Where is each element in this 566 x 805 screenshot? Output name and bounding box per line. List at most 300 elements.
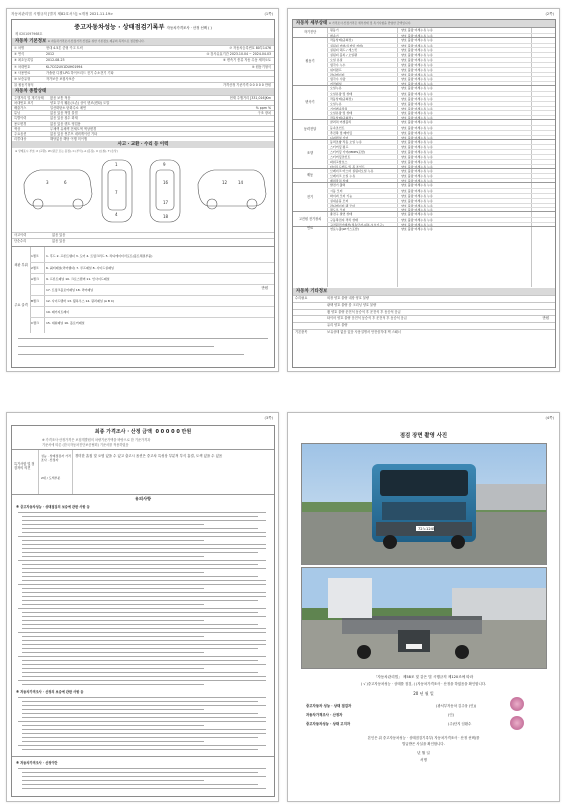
- row-label: ⑤ 최초등록일: [14, 58, 34, 63]
- svg-text:6: 6: [64, 180, 67, 185]
- notice-section-1: ※ 중고자동차성능 · 상태점검의 보증에 관한 사항 등: [16, 505, 90, 509]
- row-value: 광택 양호 불량 룸 크리닝 양호 불량: [327, 302, 377, 307]
- fine-print-line: [22, 737, 258, 738]
- fine-print-line: [22, 532, 266, 533]
- form-title: 중고자동차성능 · 상태점검기록부 자동차가격조사 · 산정 선택 ( ): [74, 24, 212, 31]
- fine-print-line: [22, 733, 266, 734]
- fine-print-line: [22, 540, 204, 541]
- fine-print-line: [22, 548, 266, 549]
- detail-item-options: 양호 불량 미세누유 누유: [401, 155, 433, 160]
- detail-item-label: 실린더 블록 / 오일팬: [330, 53, 358, 58]
- detail-item-options: 양호 불량 미세누유 누유: [401, 86, 433, 91]
- detail-item-label: 타이로드엔드 및 볼 조인트: [330, 164, 365, 169]
- detail-item-options: 양호 불량 미세누유 누유: [401, 189, 433, 194]
- row-value: 양호 부식 훼손(오손) 상이 변조(변타) 도말: [50, 101, 110, 106]
- detail-item-label: 와이퍼 모터 기능: [330, 193, 353, 198]
- row-value: 없음 있음 렌트 영업용: [50, 121, 81, 126]
- fine-print-line: [18, 745, 266, 746]
- detail-item-label: 구동축전지 격리 상태: [330, 218, 358, 223]
- row-label: 주행거리 및 계기상태: [14, 96, 44, 100]
- page-number: (4쪽): [545, 416, 554, 420]
- detail-item-label: 스티어링 펌프: [330, 145, 349, 150]
- svg-text:7: 7: [115, 190, 118, 195]
- detail-group: [293, 226, 555, 232]
- exchange-row: [30, 317, 274, 329]
- detail-item-label: 원동기: [330, 28, 339, 32]
- notifier-name: (주)단지 임환수: [448, 722, 472, 726]
- detail-item-label: 오일유량 및 상태: [330, 92, 353, 97]
- detail-item-label: 충전구 절연 상태: [330, 212, 353, 217]
- inspection-photo-front: [301, 443, 547, 565]
- page-2: [287, 8, 560, 372]
- fine-print-line: [22, 725, 204, 726]
- fine-print-line: [18, 560, 266, 561]
- notice-section-3: ※ 자동차가격조사 · 산정이란: [16, 761, 58, 765]
- svg-text:12: 12: [222, 180, 228, 185]
- fine-print-line: [22, 592, 266, 593]
- fine-print-line: [22, 636, 204, 637]
- license-plate: 72노1245: [418, 527, 436, 531]
- rank-label: C랭크: [31, 321, 39, 325]
- vehicle-diagram: [16, 154, 270, 230]
- row-value: 가솔린 디젤 LPG 하이브리드 전기 수소전기 기타: [46, 70, 114, 75]
- page-number: (2쪽): [545, 12, 554, 16]
- detail-item-label: 커먼레일: [330, 82, 342, 87]
- row-value: 2012: [46, 52, 55, 57]
- group-name: 자기진단: [303, 30, 317, 35]
- detail-item-label: 스티어링조인트: [330, 155, 351, 160]
- page-1: [6, 8, 279, 372]
- group-name: 제동: [306, 173, 314, 178]
- detail-item-row: [327, 227, 555, 232]
- row-label: 특별이력: [14, 116, 27, 121]
- detail-item-label: 파워고압호스: [330, 159, 348, 164]
- detail-item-options: 양호 불량 미세누유 누유: [401, 96, 433, 101]
- row-value: 자가보증 보험사보증: [46, 77, 75, 81]
- group-name: 원동기: [305, 59, 315, 64]
- detail-item-options: 양호 불량 미세누유 누유: [401, 193, 433, 198]
- fine-print-line: [18, 680, 266, 681]
- notifier-label: 중고자동차성능 · 상태 고지자: [306, 722, 351, 726]
- detail-item-options: 양호 불량 미세누유 누유: [401, 198, 433, 203]
- detail-item-label: 오일 유질: [330, 58, 343, 63]
- inspector-label: 중고자동차 성능 · 상태 점검자: [306, 704, 352, 708]
- row-label: ⑪ 원동기형식: [14, 83, 34, 88]
- final-price-title: 최종 가격조사 · 산정 금액 0 0 0 0 0 만원: [94, 429, 192, 435]
- fine-print-line: [18, 632, 266, 633]
- fine-print-line: [22, 516, 258, 517]
- row-value: 타이어 양호 불량 운전석 동승석 후 운전석 후 동승석 응급: [327, 316, 407, 321]
- detail-item-options: 양호 불량 미세누유 누유: [401, 159, 433, 164]
- detail-item-options: 양호 불량 미세누유 누유: [401, 101, 433, 106]
- detail-item-options: 양호 불량 미세누유 누유: [401, 37, 433, 42]
- detail-item-label: 작동상태(공회전): [330, 96, 353, 101]
- fine-print-line: [22, 612, 258, 613]
- fine-print-line: [22, 668, 204, 669]
- statement-line-2: ( √ )중고자동차성능 · 상태를 점검, ( )자동차가격조사 · 산정을 하였음을 확인합니다.: [360, 682, 487, 686]
- form-frame: [11, 425, 275, 797]
- row-label: 기본품목: [295, 330, 308, 334]
- detail-item-label: 냉각수 수량: [330, 77, 346, 82]
- rank-label: 1랭크: [31, 254, 39, 258]
- notifier-seal: [510, 716, 524, 730]
- price-unit: 만원: [542, 316, 549, 320]
- fine-print-line: [22, 528, 258, 529]
- detail-item-options: 양호 불량 미세누유 누유: [401, 116, 433, 121]
- detail-item-options: 양호 불량 미세누유 누유: [401, 125, 433, 130]
- detail-item-label: 냉각수 누수: [330, 62, 346, 67]
- fine-print-line: [22, 564, 258, 565]
- price-note: ※ 가격조사·산정가격은 보험개발원의 차량기준가액을 바탕으로 한 기준가격과: [42, 438, 151, 442]
- row-value: 없음 있음 침수 화재: [50, 116, 78, 121]
- row-label: 사고이력: [14, 233, 27, 237]
- detail-item-options: 양호 불량 미세누유 누유: [401, 135, 433, 140]
- fine-print-line: [22, 624, 258, 625]
- row-label: 차대번호 표기: [14, 101, 34, 106]
- detail-item-label: 변속기: [330, 33, 339, 38]
- fine-print-line: [22, 600, 258, 601]
- detail-item-options: 양호 불량 미세누유 누유: [401, 174, 433, 179]
- svg-text:17: 17: [163, 200, 169, 205]
- row-label: ① 차명: [14, 46, 25, 50]
- row-value: 많음 보통 적음: [50, 96, 71, 100]
- fine-print-line: [22, 616, 266, 617]
- row-label: ⑦ 차대번호: [14, 64, 31, 69]
- fine-print-line: [22, 644, 266, 645]
- detail-item-options: 양호 불량 미세누유 누유: [401, 168, 433, 173]
- form-row: [12, 238, 274, 245]
- page-3: [6, 412, 279, 802]
- section-detail-status: 자동차 세부상태 ※ 가격조사·산정가격은 세부상태 및 특기사항을 반영한 금액입니다.: [293, 20, 555, 27]
- detail-item-options: 양호 불량 미세누유 누유: [401, 58, 433, 63]
- row-extra: ② 자동차등록번호 80부1476: [229, 46, 271, 50]
- notice-divider: [12, 756, 274, 757]
- fine-print-line: [22, 640, 266, 641]
- fine-print-line: [18, 721, 266, 722]
- fine-print-line: [22, 572, 204, 573]
- special-notes-text-2: 2대 / 도색부분: [41, 476, 61, 480]
- fine-print-line: [18, 656, 266, 657]
- truck-front-photo: [302, 444, 546, 564]
- fine-print-line: [22, 520, 266, 521]
- row-label: ⑩ 보증유형: [14, 77, 31, 81]
- row-value: 2012-08-23: [46, 58, 65, 63]
- group-name: 전기: [306, 194, 314, 199]
- fine-print-line: [22, 705, 266, 706]
- row-label: ⑨ 사용연료: [14, 70, 31, 75]
- form-frame: [11, 19, 275, 368]
- detail-item-label: 등속조인트: [330, 125, 345, 130]
- detail-item-label: 라디에이터: [330, 72, 345, 77]
- svg-text:16: 16: [163, 180, 169, 185]
- detail-item-options: 양호 불량 미세누유 누유: [401, 130, 433, 135]
- row-value: 무채색 유채색 전체도색 색상변경: [50, 126, 97, 131]
- fine-print-line: [22, 776, 266, 777]
- fine-print-line: [22, 576, 258, 577]
- svg-text:18: 18: [163, 214, 169, 219]
- row-value: 없음 있음 적법 불법: [50, 111, 78, 116]
- group-name: 연료: [306, 226, 314, 231]
- rank-items: 1. 후드 2. 프론트휀더 3. 도어 4. 트렁크리드 5. 라디에이터서포트(볼트체결부품): [46, 254, 153, 258]
- fine-print-line: [18, 584, 266, 585]
- fine-print-line: [22, 672, 258, 673]
- rank-items: 12. 사이드멤버 13. 휠하우스 14. 필러패널 (A B C): [46, 299, 115, 303]
- row-label: ③ 연식: [14, 52, 25, 57]
- detail-group: [293, 119, 555, 139]
- detail-item-options: 양호 불량 미세누유 누유: [401, 222, 433, 227]
- detail-item-options: 양호 불량 미세누유 누유: [401, 82, 433, 87]
- footer-rule: [18, 354, 244, 355]
- fine-print-line: [22, 713, 258, 714]
- detail-item-options: 양호 불량 미세누유 누유: [401, 145, 433, 150]
- row-extra: ⑥ 변속기 종류 자동 수동 세미오토: [223, 58, 271, 63]
- rank-items: 9. 프론트패널 10. 크로스멤버 11. 인사이드패널: [46, 277, 110, 281]
- page-4: [287, 412, 560, 802]
- row-extra: 가격산정 기준가격 0 0 0 0 0 만원: [222, 83, 271, 88]
- row-value: 현대 4.5톤 중형 카고 트럭: [46, 46, 83, 50]
- fine-print-line: [22, 628, 266, 629]
- svg-text:9: 9: [163, 162, 166, 167]
- detail-item-options: 양호 불량 미세누유 누유: [401, 106, 433, 111]
- divider: [72, 450, 73, 494]
- section-basic-info: 자동차 기본정보 ※ 자동차가격조사·산정가격 산정을 위한 기본정보 제공의 목적으로 점검합니다.: [12, 38, 274, 45]
- fine-print-line: [22, 717, 266, 718]
- row-label: 배출가스: [14, 106, 27, 111]
- section-overall-status: 자동차 종합상태: [12, 88, 274, 95]
- receipt-line-2: 발급받은 사실을 확인합니다.: [402, 742, 445, 746]
- price-note-2: 기준서에 따른 (한국자동차진단보증협회) 기준서를 적용하였음: [42, 443, 129, 447]
- row-label: 단순수리: [14, 239, 27, 243]
- exchange-rank-table: [12, 246, 274, 333]
- notice-title: 유의사항: [134, 496, 152, 501]
- notice-section-2: ※ 자동차가격조사 · 산정의 보증에 관한 사항 등: [16, 690, 84, 694]
- fine-print-line: [22, 788, 266, 789]
- page-number: (3쪽): [264, 416, 273, 420]
- detail-item-options: 양호 불량 미세누유 누유: [401, 226, 433, 231]
- detail-group: [293, 211, 555, 227]
- fine-print-line: [22, 620, 204, 621]
- fine-print-line: [22, 588, 204, 589]
- fine-print-line: [22, 784, 258, 785]
- fine-print-line: [22, 741, 204, 742]
- row-label: 튜닝: [14, 111, 21, 116]
- receipt-date: 년 월 일: [417, 751, 430, 755]
- fine-print-line: [18, 768, 266, 769]
- fine-print-line: [22, 676, 266, 677]
- footer-rule: [18, 338, 268, 339]
- page-number: (1쪽): [264, 12, 273, 16]
- row-label: 리콜대상: [14, 136, 27, 141]
- section-accident-history: 사고 · 교환 · 수리 등 이력: [12, 141, 274, 148]
- row-label: 색상: [14, 126, 21, 131]
- fine-print-line: [22, 552, 258, 553]
- detail-item-options: 양호 불량 미세누유 누유: [401, 218, 433, 223]
- special-notes-text: 경미한 흠집 및 오염 있을 수 있고 출고시 옵션은 중고차 특성상 부분적 부식 흠결, 도색 있을 수 있음: [75, 454, 223, 458]
- detail-item-options: 양호 불량 미세누유 누유: [401, 72, 433, 77]
- form-row: [293, 329, 555, 337]
- detail-item-options: 양호 불량 미세누유 누유: [401, 150, 433, 155]
- fine-print-line: [22, 729, 266, 730]
- fine-print-line: [18, 536, 266, 537]
- fine-print-line: [18, 697, 266, 698]
- detail-item-label: 워터펌프: [330, 67, 342, 72]
- fine-print-line: [22, 648, 258, 649]
- detail-item-options: 양호 불량 미세누유 누유: [401, 212, 433, 217]
- fine-print-line: [22, 596, 266, 597]
- inspection-photo-rear: [301, 567, 547, 669]
- detail-item-label: 작동상태(공회전): [330, 116, 353, 121]
- detail-item-options: 양호 불량 미세누유 누유: [401, 139, 433, 144]
- row-value: 휠 양호 불량 운전석 동승석 후 운전석 후 동승석 응급: [327, 309, 401, 314]
- svg-text:4: 4: [115, 212, 118, 217]
- divider: [38, 450, 39, 494]
- statement-line-1: 「자동차관리법」 제58조 및 같은 법 시행규칙 제120조에 따라: [373, 675, 474, 679]
- detail-group: [293, 37, 555, 87]
- detail-item-label: 라디에이터 팬 모터: [330, 203, 356, 208]
- fine-print-line: [22, 772, 258, 773]
- row-value: 없음 있음 썬루프 네비게이션 기타: [50, 131, 98, 136]
- group-name: 고전원 전기장치: [298, 216, 322, 221]
- pricer-label: 자동차가격조사 · 산정자: [306, 713, 343, 717]
- detail-item-label: 고전원전기배선(접속단자,피복,보호기구): [330, 222, 384, 227]
- detail-item-options: 양호 불량 미세누유 누유: [401, 48, 433, 53]
- fine-print-line: [22, 580, 266, 581]
- rank-label: B랭크: [31, 299, 39, 303]
- detail-item-label: 연료누출(LP가스포함): [330, 226, 360, 231]
- detail-item-label: 발전기 출력: [330, 183, 346, 188]
- group-name: 동력전달: [303, 127, 317, 132]
- detail-item-label: 오일누유: [330, 86, 342, 91]
- fine-print-line: [22, 780, 204, 781]
- exchange-row: [30, 251, 274, 262]
- rank-items: 6. 쿼터패널(리어휀더) 7. 루프패널 8. 사이드실패널: [46, 266, 114, 270]
- fine-print-line: [22, 524, 204, 525]
- fine-print-line: [22, 749, 258, 750]
- accident-legend: ※ 상태표시 부호: X (교환), W (판금 또는 용접), C (부식), A (흠집), U (요철), T (손상): [15, 149, 118, 153]
- inspector-name: (광서부자동차 김주웅 (인)): [436, 704, 477, 708]
- detail-item-label: 시동 모터: [330, 189, 343, 194]
- row-value: 외장 양호 불량 내장 양호 불량: [327, 296, 370, 300]
- rank-label: A랭크: [31, 277, 39, 281]
- row-value: KL7CG2UV1DUH01994: [46, 64, 83, 69]
- row-value: 보유상태 없음 있음 사용설명서 안전삼각대 잭 스패너: [327, 330, 401, 334]
- detail-item-label: 클러치 어셈블리: [330, 120, 352, 125]
- fine-print-line: [18, 608, 266, 609]
- detail-item-label: 오일유량 및 상태: [330, 111, 353, 116]
- detail-item-options: 양호 불량 미세누유 누유: [401, 28, 433, 32]
- detail-item-label: 실내송풍 모터: [330, 198, 349, 203]
- fine-print-line: [18, 512, 266, 513]
- row-label: 용도변경: [14, 121, 27, 126]
- section-etc-info: 자동차 기타정보: [293, 288, 555, 295]
- statement-date: 20 년 월 일: [413, 691, 434, 696]
- detail-item-options: 양호 불량 미세누유 누유: [401, 33, 433, 38]
- detail-item-label: 오일누유: [330, 101, 342, 106]
- detail-item-options: 양호 불량 미세누유 누유: [401, 164, 433, 169]
- row-extra: ④ 검사유효기간 2023.10.04 ~ 2024.04.03: [206, 52, 271, 57]
- rank-label: 2랭크: [31, 266, 39, 270]
- row-extra: ⑧ 원동기형식: [251, 64, 271, 69]
- detail-group: [293, 182, 555, 212]
- detail-group: [293, 85, 555, 120]
- svg-text:3: 3: [46, 180, 49, 185]
- row-value: 없음 있음: [52, 233, 66, 237]
- document-number: 제 0201097968호: [15, 32, 43, 36]
- svg-text:14: 14: [238, 180, 244, 185]
- inspector-seal: [510, 697, 524, 711]
- form-header: 자동차관리법 시행규칙 [별지 제82호서식] <개정 2021.11.19>: [11, 12, 114, 16]
- footer-rule: [18, 346, 214, 347]
- detail-item-options: 양호 불량 미세누유 누유: [401, 43, 433, 48]
- exchange-label: 외판 부위: [14, 263, 28, 267]
- frame-label: 주요 골격: [14, 303, 28, 307]
- detail-item-options: 양호 불량 미세누유 누유: [401, 208, 433, 213]
- row-extra: 구조 장치: [257, 111, 271, 116]
- fine-print-line: [22, 660, 258, 661]
- rank-items: 19. 패키지트레이: [46, 310, 70, 314]
- detail-item-label: 작동상태(공회전): [330, 37, 353, 42]
- detail-item-options: 양호 불량 미세누유 누유: [401, 183, 433, 188]
- fine-print-line: [22, 664, 266, 665]
- detail-item-options: 양호 불량 미세누유 누유: [401, 120, 433, 125]
- detail-item-label: 실린더 헤드 / 개스킷: [330, 48, 358, 53]
- fine-print-line: [22, 709, 204, 710]
- row-value: 해당없음 해당 이행 미이행: [50, 136, 87, 141]
- detail-item-label: 디퍼렌셜 기어: [330, 135, 349, 140]
- fine-print-line: [22, 544, 266, 545]
- detail-item-label: 브레이크 마스터 실린더오일 누유: [330, 168, 374, 173]
- row-value: 일산화탄소 탄화수소 매연: [50, 106, 86, 111]
- detail-item-label: 스티어링 기어(MDPS포함): [330, 150, 366, 155]
- detail-group: [293, 168, 555, 184]
- row-extra: 현재 주행거리 [331,016]Km: [229, 96, 271, 100]
- receipt-signature: 서명: [420, 758, 427, 762]
- detail-item-options: 양호 불량 미세누유 누유: [401, 62, 433, 67]
- detail-item-options: 양호 불량 미세누유 누유: [401, 203, 433, 208]
- fine-print-line: [22, 684, 204, 685]
- row-label: 수리필요: [295, 296, 308, 300]
- row-extra: % ppm %: [255, 106, 271, 111]
- detail-item-label: 동력조향 작동 오일 누유: [330, 139, 362, 144]
- detail-item-options: 양호 불량 미세누유 누유: [401, 77, 433, 82]
- detail-item-options: 양호 불량 미세누유 누유: [401, 67, 433, 72]
- svg-text:1: 1: [115, 162, 118, 167]
- rank-items: 15. 대쉬패널 16. 플로어패널: [46, 321, 85, 325]
- special-notes-options: 성능 · 상태점검자 가격조사 · 산정자: [41, 454, 71, 462]
- detail-item-label: 추진축 및 베어링: [330, 130, 353, 135]
- fine-print-line: [22, 701, 258, 702]
- detail-item-label: 실린더 커버(로커암 커버): [330, 43, 364, 48]
- detail-item-label: 윈도우 모터: [330, 208, 346, 213]
- special-notes-label: 특기사항 및 점검자의 의견: [14, 462, 35, 471]
- pricer-seal-mark: (인): [448, 713, 454, 717]
- detail-item-options: 양호 불량 미세누유 누유: [401, 179, 433, 184]
- rank-items: 17. 트렁크플로어패널 18. 리어패널: [46, 288, 94, 292]
- form-frame: [292, 19, 556, 368]
- car-outline-diagram: [16, 154, 270, 230]
- row-value: 없음 있음: [52, 239, 66, 243]
- fine-print-line: [22, 568, 266, 569]
- detail-item-label: 배력장치 상태: [330, 179, 349, 184]
- price-unit: 만원: [261, 286, 268, 290]
- fine-print-line: [22, 556, 204, 557]
- detail-item-options: 양호 불량 미세누유 누유: [401, 92, 433, 97]
- detail-item-label: 기어변속장치: [330, 106, 348, 111]
- fine-print-line: [22, 652, 204, 653]
- detail-item-options: 양호 불량 미세누유 누유: [401, 53, 433, 58]
- group-name: 조향: [306, 151, 314, 156]
- row-label: 주요옵션: [14, 131, 27, 136]
